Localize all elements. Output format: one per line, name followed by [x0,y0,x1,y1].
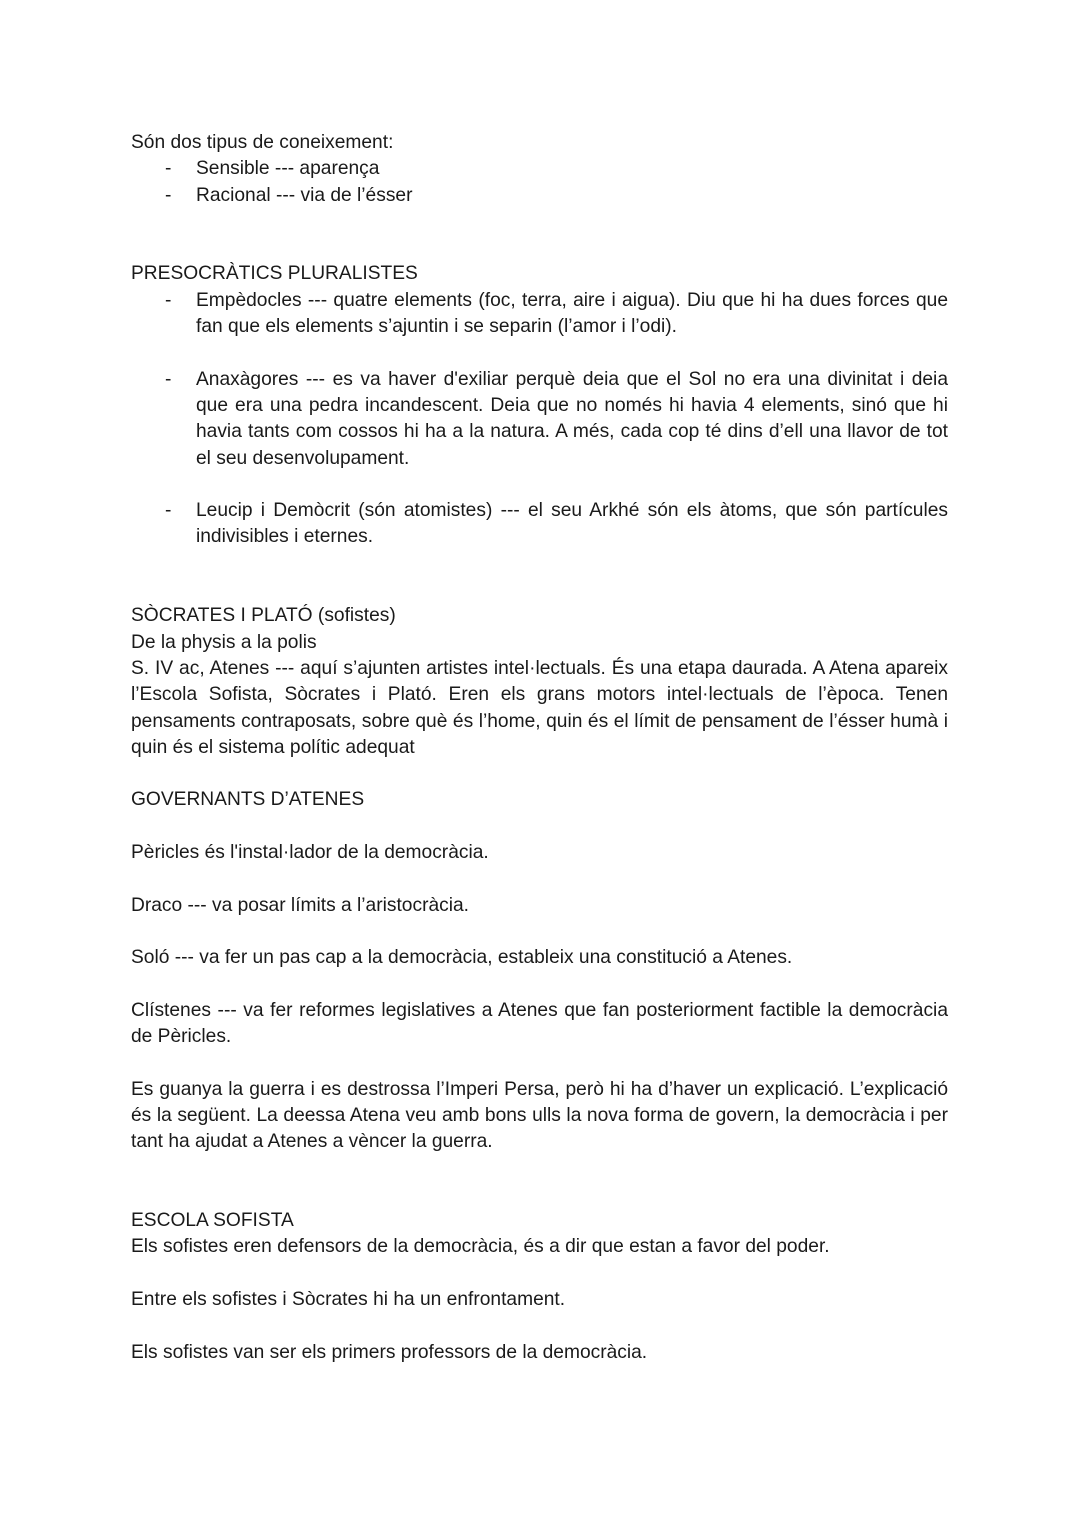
section-heading-socrates: SÒCRATES I PLATÓ (sofistes) [131,605,396,627]
paragraph: S. IV ac, Atenes --- aquí s’ajunten artistes intel·lectuals. És una etapa daurada. A Atena apareix l’Escola Sofista, Sòcrates i Plató. Eren els grans motors intel·lectuals de l’època. Tenen pensaments contraposats, sobre què és l’home, quin és el límit de pensament de l’ésser humà i quin és el sistema polític adequat [131,657,948,758]
spacer [131,814,948,840]
paragraph: Els sofistes van ser els primers professors de la democràcia. [131,1341,648,1363]
spacer [131,1156,948,1209]
spacer [131,472,948,498]
document-page [131,130,948,1366]
paragraph: Es guanya la guerra i es destrossa l’Imperi Persa, però hi ha d’haver un explicació. L’explicació és la següent. La deessa Atena veu amb bons ulls la nova forma de govern, la democràcia i per tant ha ajudat a Atenes a vèncer la guerra. [131,1078,948,1153]
list-item: - Anaxàgores --- es va haver d'exiliar perquè deia que el Sol no era una divinitat i deia que era una pedra incandescent. Deia que no només hi havia 4 elements, sinó que hi havia tants com cossos hi ha a la natura. A més, cada cop té dins d’ell una llavor de tot el seu desenvolupament. [196,367,948,472]
pluralistes-list [131,367,948,472]
list-item: - Racional --- via de l’ésser [196,183,948,209]
paragraph: Soló --- va fer un pas cap a la democràcia, estableix una constitució a Atenes. [131,947,793,969]
list-item: - Leucip i Demòcrit (són atomistes) --- el seu Arkhé són els àtoms, que són partícules indivisibles i eternes. [196,498,948,551]
list-item: - Sensible --- aparença [196,156,948,182]
spacer [131,972,948,998]
paragraph: Entre els sofistes i Sòcrates hi ha un enfrontament. [131,1289,566,1311]
spacer [131,866,948,892]
section-heading-governants: GOVERNANTS D’ATENES [131,789,365,811]
section-subheading: De la physis a la polis [131,631,317,653]
pluralistes-list [131,498,948,551]
paragraph: Clístenes --- va fer reformes legislatives a Atenes que fan posteriorment factible la democràcia de Pèricles. [131,999,948,1048]
intro-title: Són dos tipus de coneixement: [131,132,394,153]
spacer [131,761,948,787]
spacer [131,919,948,945]
spacer [131,1261,948,1287]
spacer [131,340,948,366]
spacer [131,551,948,604]
spacer [131,1050,948,1076]
section-heading-sofista: ESCOLA SOFISTA [131,1210,294,1232]
list-item: - Empèdocles --- quatre elements (foc, terra, aire i aigua). Diu que hi ha dues forces que fan que els elements s’ajuntin i se separin (l’amor i l’odi). [196,288,948,341]
spacer [131,1313,948,1339]
paragraph: Els sofistes eren defensors de la democràcia, és a dir que estan a favor del poder. [131,1236,830,1258]
section-heading-pluralistes: PRESOCRÀTICS PLURALISTES [131,263,418,285]
paragraph: Draco --- va posar límits a l’aristocràcia. [131,894,469,916]
spacer [131,209,948,262]
knowledge-types-list [131,156,948,209]
pluralistes-list [131,288,948,341]
paragraph: Pèricles és l'instal·lador de la democràcia. [131,842,489,864]
